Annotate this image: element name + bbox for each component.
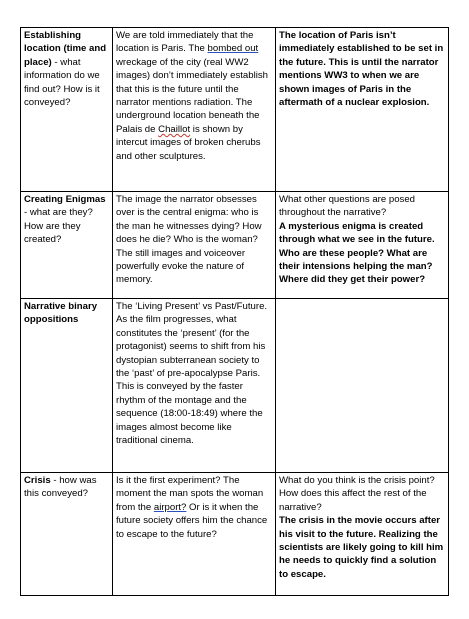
topic-heading: Crisis <box>24 475 51 486</box>
table-row <box>21 28 449 192</box>
description-text: The image the narrator obsesses over is the central enigma: who is the man he witnesses dying? How does he die? Who is the woman? The still images and voiceover powerfully evoke the nature of memory. <box>116 194 262 286</box>
description-text: The ‘Living Present’ vs Past/Future. As the film progresses, what constitutes the ‘present’ (for the protagonist) seems to shift from his dystopian subterranean society to the ‘past’ of pre-apocalypse Paris. This is conveyed by the faster rhythm of the montage and the sequence (18:00-18:49) where the images almost become like traditional cinema. <box>116 301 268 447</box>
answer-question: What other questions are posed throughout the narrative? <box>279 194 415 219</box>
underlined-phrase: bombed out <box>207 43 259 55</box>
topic-prompt: - what are they? How are they created? <box>24 207 93 246</box>
table-row <box>21 299 449 473</box>
description-text: Or is it when the future society offers him the chance to escape to the future? <box>116 501 268 540</box>
description-cell <box>113 28 276 192</box>
table-row <box>21 192 449 299</box>
description-cell <box>113 192 276 299</box>
answer-cell <box>276 192 449 299</box>
topic-heading: Creating Enigmas <box>24 194 106 205</box>
topic-cell <box>21 28 113 192</box>
answer-cell <box>276 299 449 473</box>
answer-text: The crisis in the movie occurs after his visit to the future. Realizing the scientists are likely going to kill him he needs to quickly find a solution to escape. <box>279 515 444 580</box>
description-text: is shown by intercut images of broken cherubs and other sculptures. <box>116 123 261 162</box>
spellcheck-flagged-word: Chaillot <box>158 123 191 135</box>
answer-text: A mysterious enigma is created through what we see in the future. Who are these people? What are their intensions helping the man? Where did they get their power? <box>279 220 435 286</box>
topic-prompt: - how was this conveyed? <box>24 475 97 500</box>
description-cell <box>113 299 276 473</box>
answer-cell <box>276 473 449 596</box>
topic-cell <box>21 299 113 473</box>
topic-heading: Establishing location (time and place) <box>24 30 107 68</box>
underlined-phrase: airport? <box>153 501 187 513</box>
description-text: wreckage of the city (real WW2 images) don’t immediately establish that this is the future until the narrator mentions radiation. The underground location beneath the Palais de <box>116 56 268 135</box>
answer-question: What do you think is the crisis point? How does this affect the rest of the narrative? <box>279 475 435 513</box>
answer-text: The location of Paris isn’t immediately established to be set in the future. This is until the narrator mentions WW3 to when we are shown images of Paris in the aftermath of a nuclear explosion. <box>279 30 444 109</box>
topic-cell <box>21 192 113 299</box>
answer-cell <box>276 28 449 192</box>
description-text: Is it the first experiment? The moment the man spots the woman from the <box>116 475 264 513</box>
topic-heading: Narrative binary oppositions <box>24 301 98 326</box>
table-row <box>21 473 449 596</box>
description-cell <box>113 473 276 596</box>
topic-cell <box>21 473 113 596</box>
topic-prompt: - what information do we find out? How is it conveyed? <box>24 56 100 109</box>
narrative-analysis-table <box>20 27 449 596</box>
description-text: We are told immediately that the location is Paris. The <box>116 30 254 55</box>
